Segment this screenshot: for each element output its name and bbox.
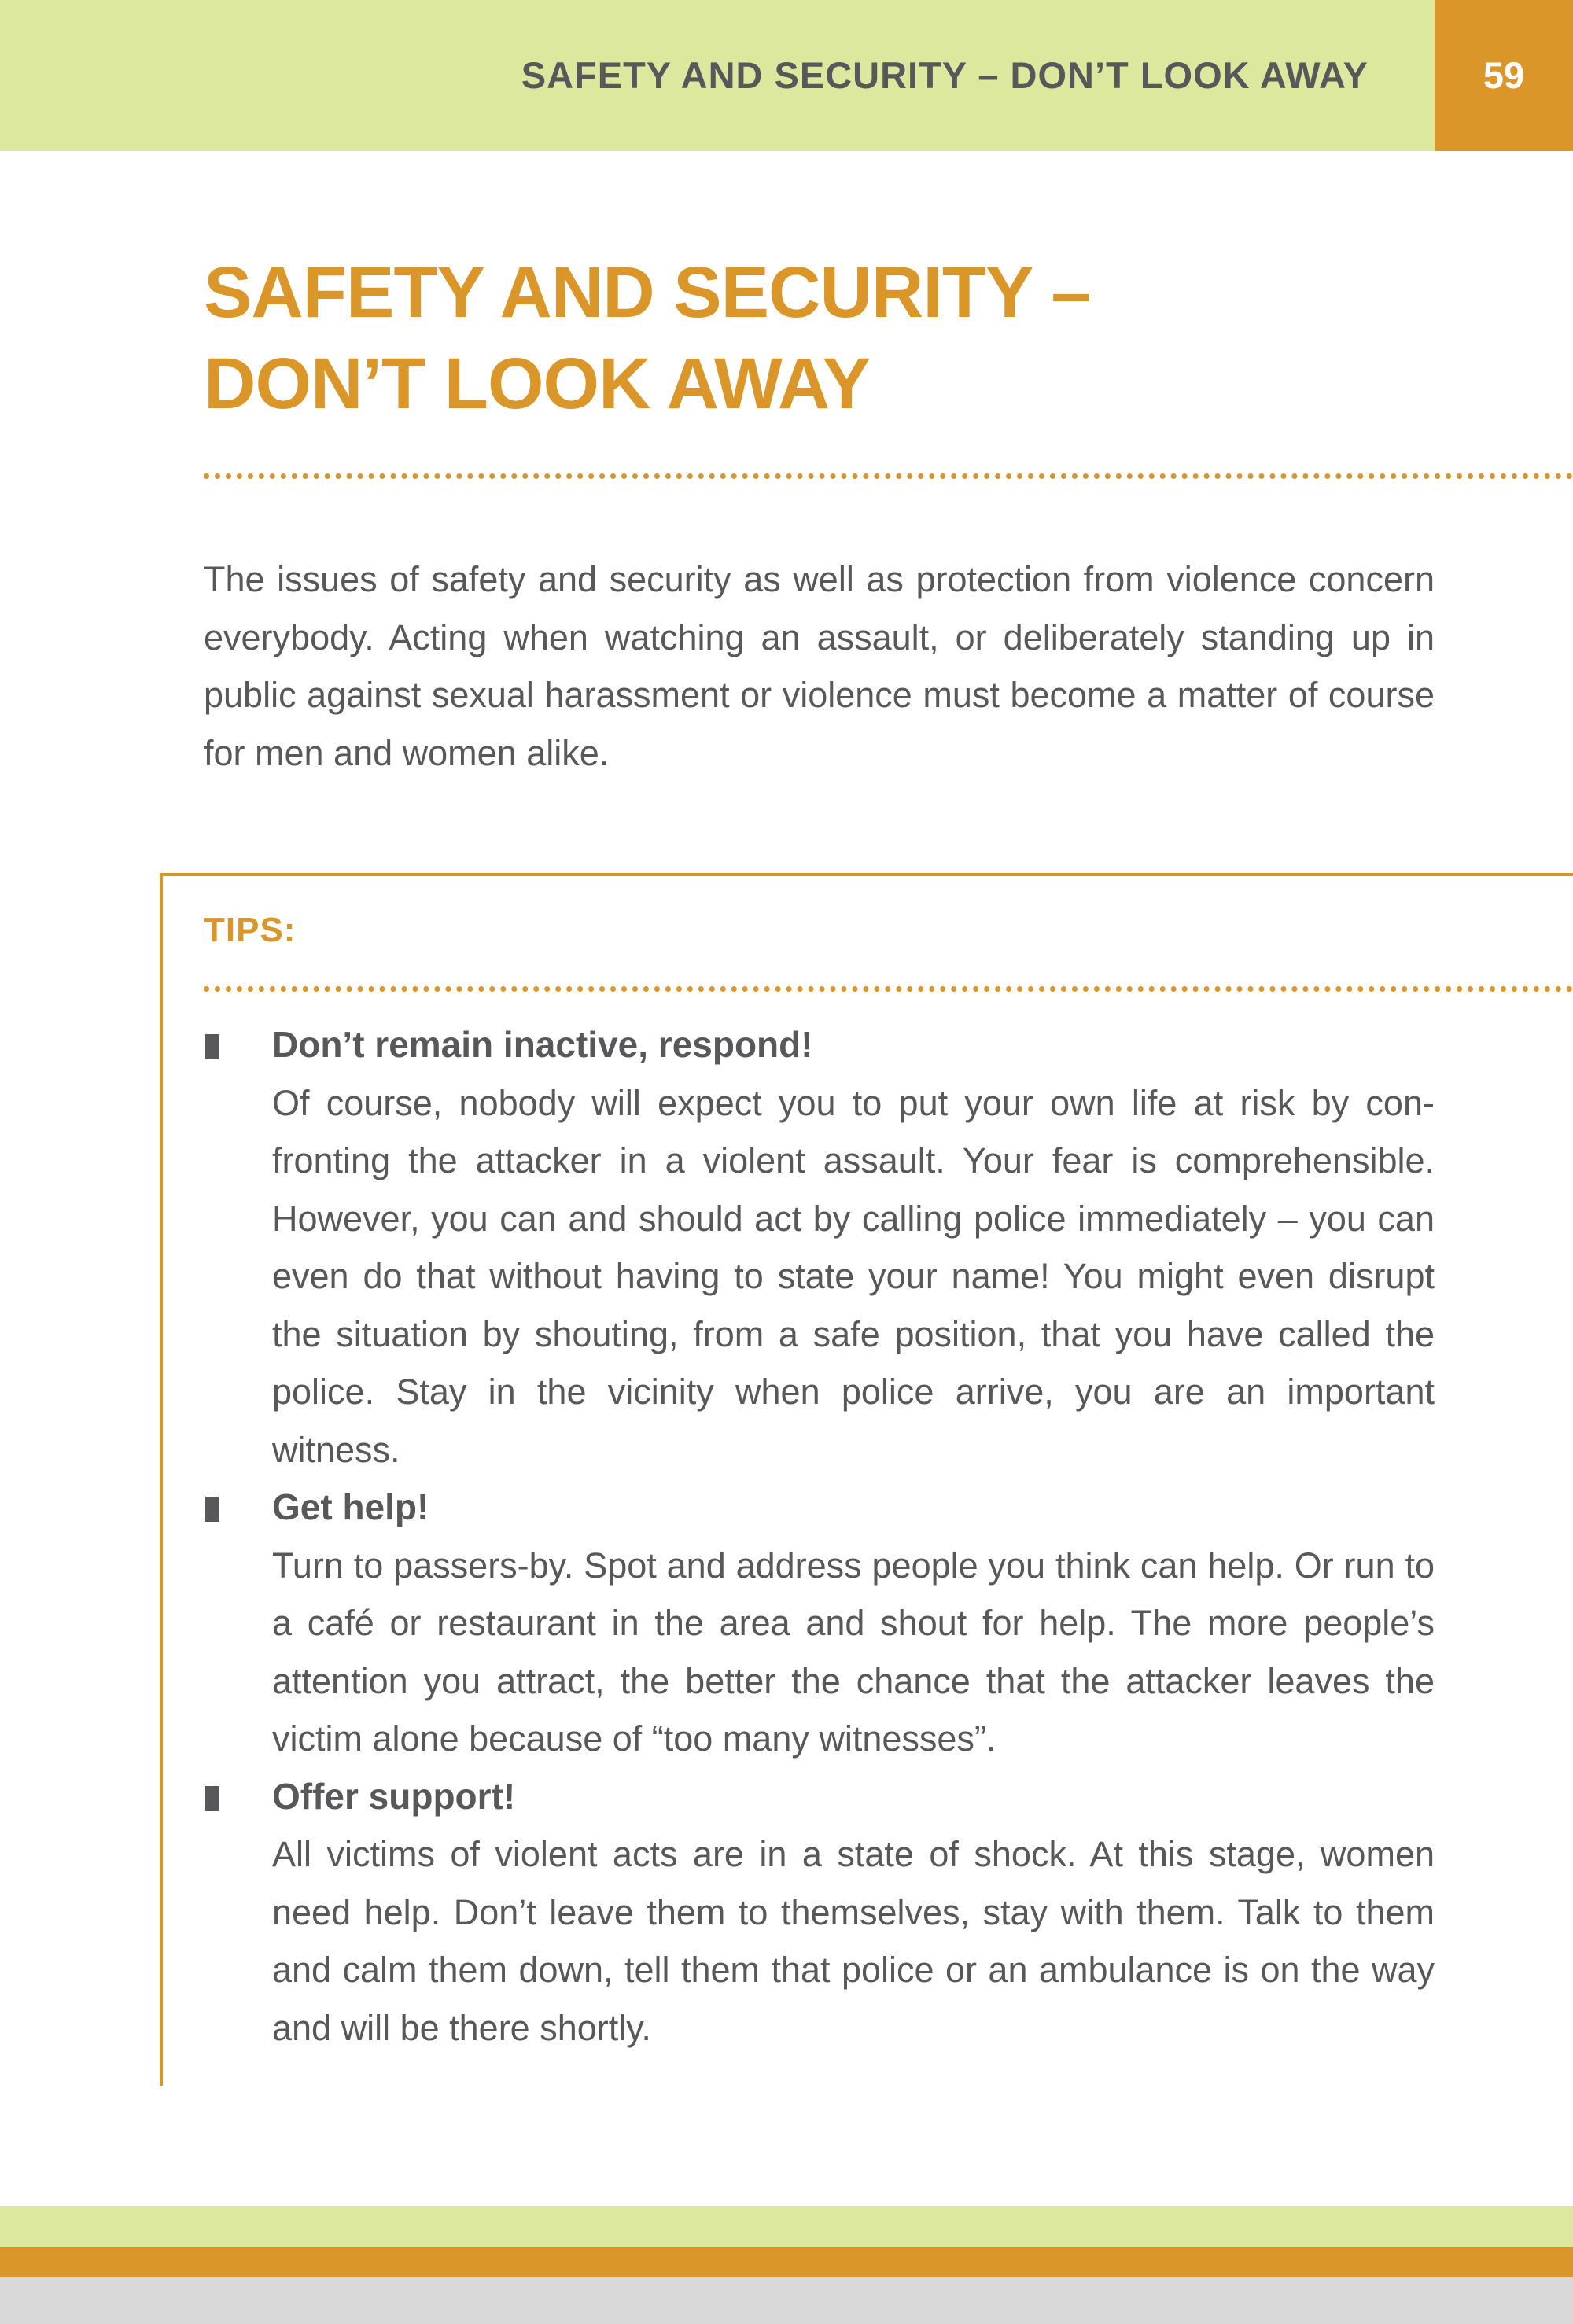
title-divider: [204, 473, 1573, 479]
tips-label: TIPS:: [204, 911, 297, 949]
tips-divider: [204, 986, 1573, 992]
tip-item: [204, 1016, 1435, 1479]
page-number-box: [1435, 0, 1573, 151]
running-header-title: SAFETY AND SECURITY – DON’T LOOK AWAY: [521, 54, 1369, 96]
intro-paragraph: The issues of safety and security as well as protection from violence concern everybody. Acting when watching an assault, or deliberately standing up in public against sexual harassment or violence must become a matter of course for men and women alike.: [204, 559, 1435, 773]
bullet-icon: [205, 1034, 219, 1059]
bullet-icon: [205, 1786, 219, 1811]
tips-list: [204, 1016, 1435, 2057]
tip-heading: Get help!: [272, 1486, 429, 1527]
footer-band-green: [0, 2206, 1573, 2247]
page-title-line-2: DON’T LOOK AWAY: [204, 344, 871, 424]
tip-text: Of course, nobody will expect you to put your own life at risk by confronting the attacker in a violent assault. Your fear is comprehensible. However, you can and should act by calling police immediately – you can even do that without having to state your name! You might even disrupt the situation by shouting, from a safe position, that you have called the police. Stay in the vicinity when police arrive, you are an important witness.: [272, 1082, 1435, 1470]
footer-band-orange: [0, 2247, 1573, 2277]
tip-item: [204, 1479, 1435, 1768]
tip-heading: Offer support!: [272, 1775, 516, 1817]
page-title: [204, 247, 1091, 429]
bullet-icon: [205, 1497, 219, 1522]
page-title-line-1: SAFETY AND SECURITY –: [204, 252, 1091, 333]
page-number: 59: [1483, 54, 1525, 96]
tip-text: Turn to passers-by. Spot and address people you think can help. Or run to a café or restaurant in the area and shout for help. The more people’s attention you attract, the better the chance that the attacker leaves the victim alone because of “too many witnesses”.: [272, 1545, 1435, 1759]
tip-heading: Don’t remain inactive, respond!: [272, 1024, 813, 1065]
tip-item: [204, 1768, 1435, 2057]
footer-band-grey: [0, 2277, 1573, 2324]
tip-text: All victims of violent acts are in a state of shock. At this stage, women need help. Don’t leave them to themselves, stay with them. Talk to them and calm them down, tell them that police or an ambulance is on the way and will be there shortly.: [272, 1834, 1435, 2048]
